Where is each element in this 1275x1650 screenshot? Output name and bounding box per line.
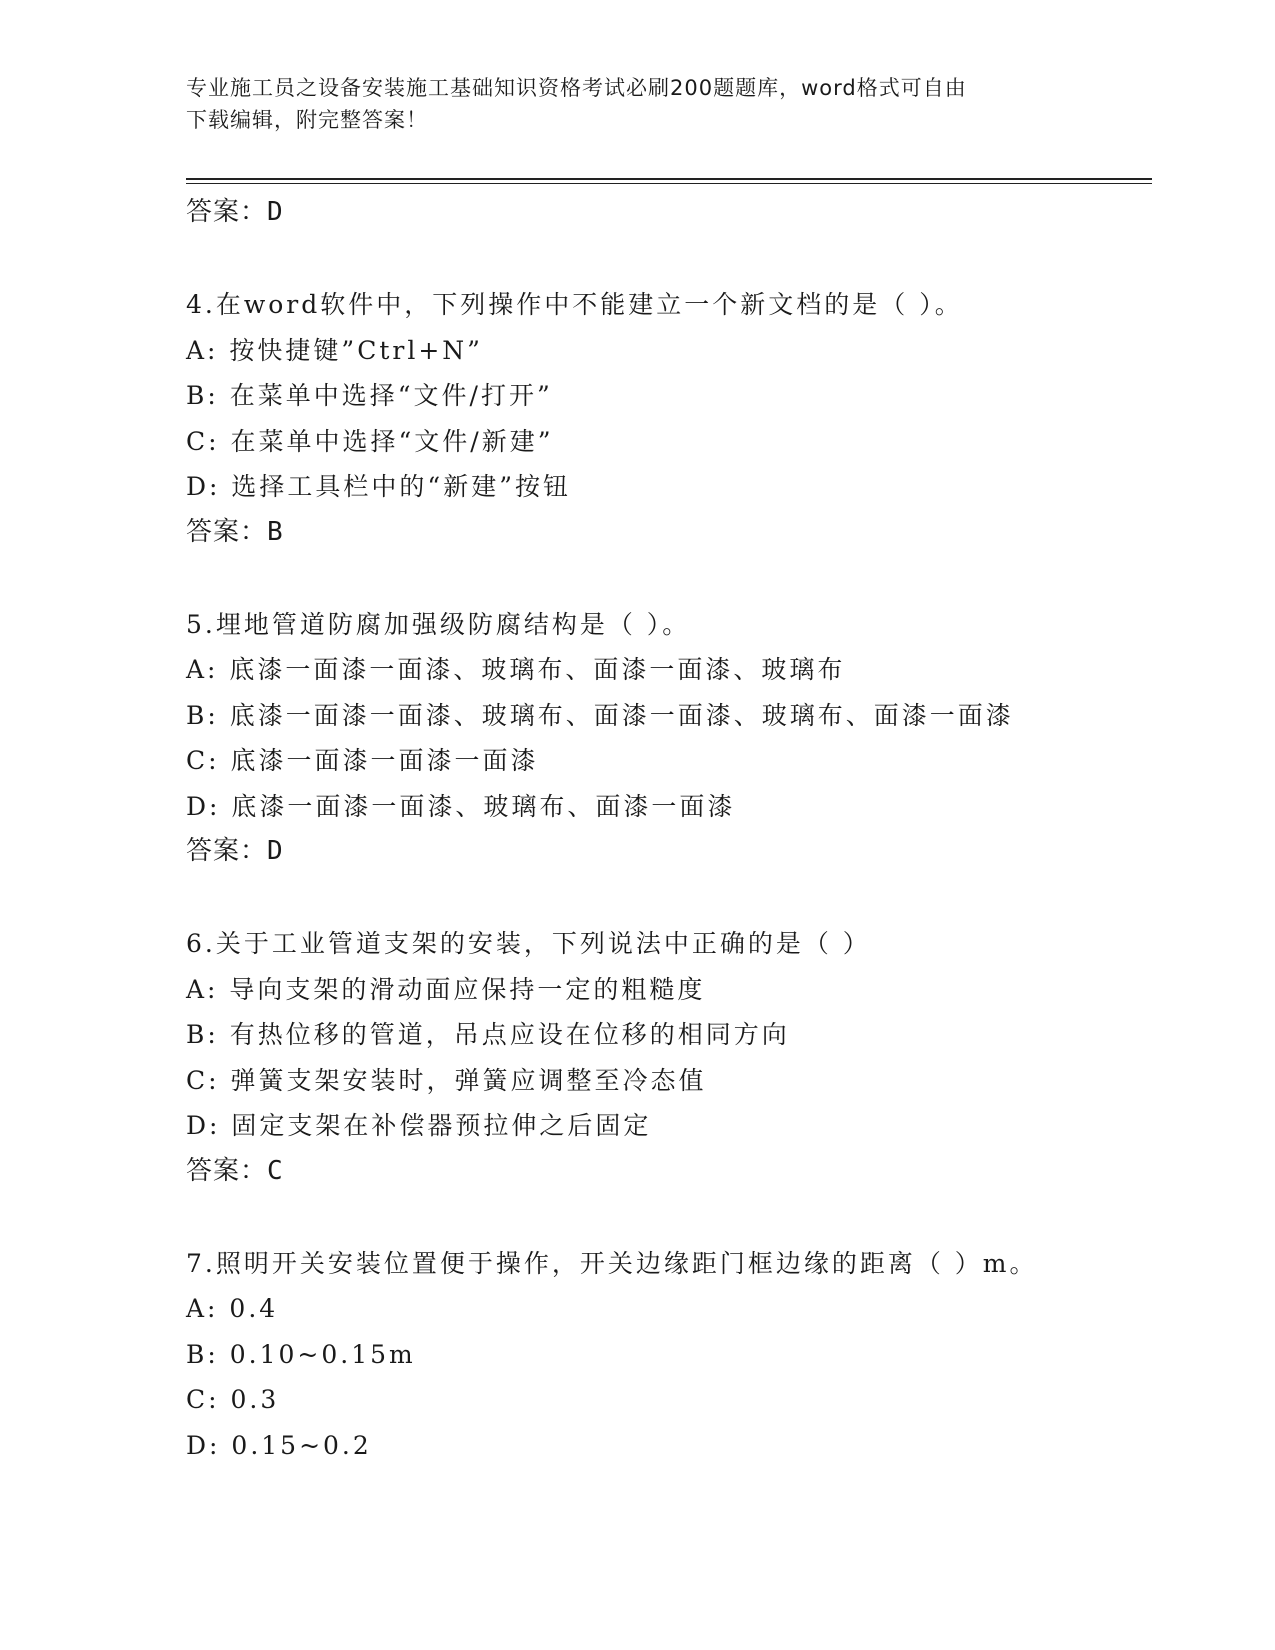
question-stem: 7.照明开关安装位置便于操作，开关边缘距门框边缘的距离（ ）m。 xyxy=(186,1248,1038,1278)
option-c: C: 弹簧支架安装时，弹簧应调整至冷态值 xyxy=(186,1065,707,1095)
answer-value: B xyxy=(267,516,284,547)
question-stem: 6.关于工业管道支架的安装，下列说法中正确的是（ ） xyxy=(186,929,871,958)
question-stem: 4.在word软件中，下列操作中不能建立一个新文档的是（ ）。 xyxy=(186,290,963,319)
document-page xyxy=(186,0,1166,1650)
option-d: D: 0.15~0.2 xyxy=(186,1430,372,1460)
option-d: D: 选择工具栏中的“新建”按钮 xyxy=(186,472,571,501)
header-rule-thick xyxy=(186,178,1152,180)
answer xyxy=(186,829,1166,874)
option-a: A: 按快捷键”Ctrl+N” xyxy=(186,335,483,365)
answer-label: 答案： xyxy=(186,197,268,227)
option-b: B: 0.10~0.15m xyxy=(186,1339,416,1369)
spacer xyxy=(186,235,1166,282)
option-b: B: 底漆一面漆一面漆、玻璃布、面漆一面漆、玻璃布、面漆一面漆 xyxy=(186,700,1014,730)
document-header xyxy=(186,72,1066,136)
question-5 xyxy=(186,602,1166,875)
document-content xyxy=(186,190,1166,1468)
answer-label: 答案： xyxy=(186,516,268,547)
option-b: B: 有热位移的管道，吊点应设在位移的相同方向 xyxy=(186,1020,790,1049)
option-a: A: 导向支架的滑动面应保持一定的粗糙度 xyxy=(186,974,706,1004)
answer-label: 答案： xyxy=(186,836,268,866)
question-6 xyxy=(186,921,1166,1194)
option-c: C: 底漆一面漆一面漆一面漆 xyxy=(186,746,539,775)
answer-label: 答案： xyxy=(186,1155,268,1186)
option-c: C: 0.3 xyxy=(186,1385,280,1414)
option-a: A: 底漆一面漆一面漆、玻璃布、面漆一面漆、玻璃布 xyxy=(186,655,846,684)
answer-value: C xyxy=(267,1155,284,1186)
option-d: D: 底漆一面漆一面漆、玻璃布、面漆一面漆 xyxy=(186,791,736,821)
question-stem: 5.埋地管道防腐加强级防腐结构是（ ）。 xyxy=(186,609,691,639)
header-line-1: 专业施工员之设备安装施工基础知识资格考试必刷200题题库，word格式可自由 xyxy=(186,76,967,100)
option-b: B: 在菜单中选择“文件/打开” xyxy=(186,381,553,410)
answer-value: D xyxy=(267,197,284,227)
header-rule-thin xyxy=(186,183,1152,184)
answer xyxy=(186,510,1166,555)
question-7 xyxy=(186,1241,1166,1469)
option-a: A: 0.4 xyxy=(186,1294,279,1323)
answer xyxy=(186,1149,1166,1194)
answer-value: D xyxy=(267,836,284,866)
spacer xyxy=(186,874,1166,921)
spacer xyxy=(186,1194,1166,1241)
option-c: C: 在菜单中选择“文件/新建” xyxy=(186,426,554,456)
question-4 xyxy=(186,282,1166,555)
option-d: D: 固定支架在补偿器预拉伸之后固定 xyxy=(186,1111,652,1140)
answer-prev xyxy=(186,190,1166,235)
header-line-2: 下载编辑，附完整答案！ xyxy=(186,108,428,132)
spacer xyxy=(186,555,1166,602)
